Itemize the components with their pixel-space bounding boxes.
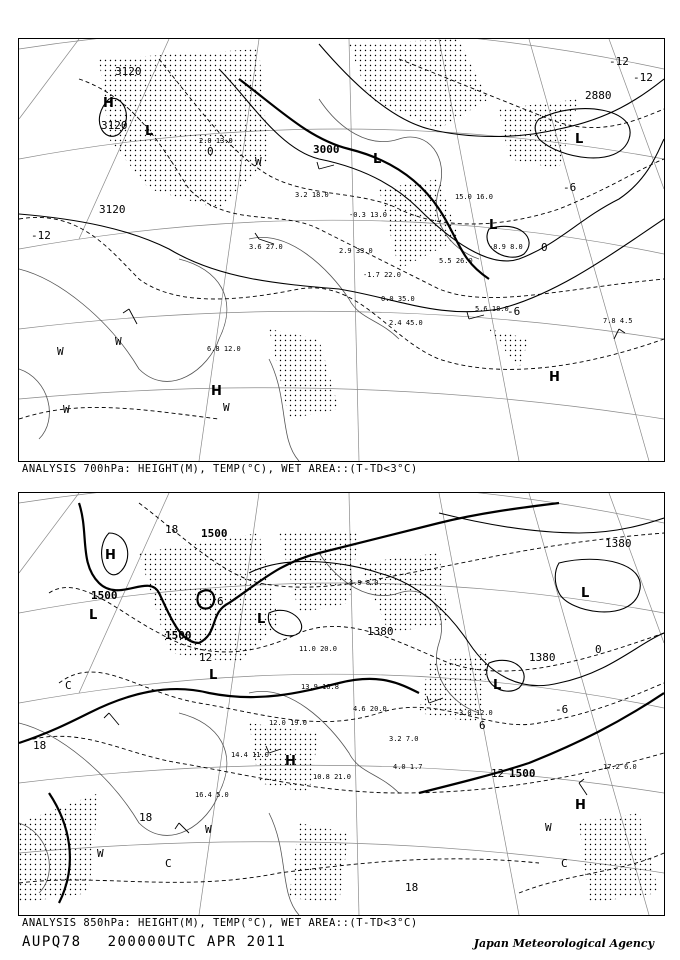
map-850hpa-canvas — [19, 493, 664, 915]
height-label: 3120 — [101, 119, 128, 132]
station-value: 2.9 33.0 — [339, 247, 373, 255]
height-label: 1380 — [605, 537, 632, 550]
warm-center: W — [255, 155, 262, 168]
panel-700hpa-caption: ANALYSIS 700hPa: HEIGHT(M), TEMP(°C), WET AREA::(T-TD<3°C) — [22, 463, 418, 475]
height-label: 3120 — [115, 65, 142, 78]
station-value: 11.0 20.0 — [299, 645, 337, 653]
height-label: 1500 — [91, 589, 118, 602]
station-value: 5.5 26.0 — [439, 257, 473, 265]
station-value: 17.2 6.0 — [603, 763, 637, 771]
temp-label: -6 — [563, 181, 577, 194]
height-label: 2880 — [585, 89, 612, 102]
station-value: 3.2 7.0 — [389, 735, 419, 743]
map-700hpa-canvas — [19, 39, 664, 461]
station-value: -8.9 8.0 — [489, 243, 523, 251]
chart-id: AUPQ78 — [22, 934, 82, 950]
map-panel-850hpa — [18, 492, 665, 916]
station-value: 15.0 16.0 — [455, 193, 493, 201]
temp-label: 6 — [217, 595, 224, 608]
station-value: 16.4 5.0 — [195, 791, 229, 799]
wet-area-shading — [99, 39, 579, 419]
station-value: -1.7 22.0 — [363, 271, 401, 279]
temp-label: 12 — [199, 651, 213, 664]
valid-time: 200000UTC APR 2011 — [107, 934, 287, 950]
temp-label: -6 — [507, 305, 521, 318]
temp-label: -12 — [609, 55, 629, 68]
temp-label: 0 — [207, 145, 214, 158]
wind-barbs — [104, 696, 587, 833]
warm-center: W — [57, 345, 64, 358]
temp-label: 18 — [165, 523, 179, 536]
station-value: 3.2 18.0 — [295, 191, 329, 199]
station-value: 2.0 13.0 — [199, 137, 233, 145]
low-center: L — [489, 218, 498, 233]
height-label: 1380 — [529, 651, 556, 664]
high-center: H — [285, 754, 296, 769]
low-center: L — [373, 152, 382, 167]
height-label: 3120 — [99, 203, 126, 216]
temp-label: -12 — [31, 229, 51, 242]
station-value: 3.0 12.0 — [459, 709, 493, 717]
temp-label: 0 — [541, 241, 548, 254]
high-center: H — [105, 548, 116, 563]
station-value: 4.0 1.7 — [393, 763, 423, 771]
high-center: H — [575, 798, 586, 813]
high-center: H — [103, 96, 114, 111]
station-value: 12.0 19.0 — [269, 719, 307, 727]
warm-center: W — [205, 823, 212, 836]
warm-center: W — [223, 401, 230, 414]
station-value: 2.4 45.0 — [389, 319, 423, 327]
chart-footer — [22, 934, 286, 950]
agency-name: Japan Meteorological Agency — [473, 937, 654, 950]
station-value: 7.8 4.5 — [603, 317, 633, 325]
low-center: L — [145, 124, 154, 139]
temp-label: C — [165, 857, 172, 870]
low-center: L — [493, 678, 502, 693]
station-value: 4.6 20.0 — [353, 705, 387, 713]
temp-label: 18 — [33, 739, 47, 752]
warm-center: W — [97, 847, 104, 860]
low-center: L — [209, 668, 218, 683]
low-center: L — [89, 608, 98, 623]
warm-center: W — [545, 821, 552, 834]
temp-label: C — [65, 679, 72, 692]
temp-label: 12 — [491, 767, 505, 780]
station-value: 0.0 35.0 — [381, 295, 415, 303]
warm-center: W — [63, 403, 70, 416]
temp-label: -6 — [555, 703, 569, 716]
height-label: 1380 — [367, 625, 394, 638]
station-value: 4.9 8.0 — [349, 579, 379, 587]
station-value: 6.8 12.0 — [207, 345, 241, 353]
height-label: 1500 — [509, 767, 536, 780]
temp-label: 0 — [595, 643, 602, 656]
station-value: 13.9 16.8 — [301, 683, 339, 691]
station-value: 14.4 11.0 — [231, 751, 269, 759]
temp-label: -12 — [633, 71, 653, 84]
height-label: 3000 — [313, 143, 340, 156]
temp-label: 6 — [479, 719, 486, 732]
low-center: L — [575, 132, 584, 147]
station-value: 5.6 18.0 — [475, 305, 509, 313]
low-center: L — [257, 612, 266, 627]
panel-850hpa-caption: ANALYSIS 850hPa: HEIGHT(M), TEMP(°C), WET AREA::(T-TD<3°C) — [22, 917, 418, 929]
station-value: 3.6 27.0 — [249, 243, 283, 251]
high-center: H — [211, 384, 222, 399]
high-center: H — [549, 370, 560, 385]
height-label: 1500 — [201, 527, 228, 540]
low-center: L — [581, 586, 590, 601]
warm-center: W — [115, 335, 122, 348]
map-panel-700hpa — [18, 38, 665, 462]
height-label: 1500 — [165, 629, 192, 642]
temp-label: 18 — [139, 811, 153, 824]
station-value: -0.3 13.0 — [349, 211, 387, 219]
station-value: 10.8 21.0 — [313, 773, 351, 781]
temp-label: 18 — [405, 881, 419, 894]
temp-label: C — [561, 857, 568, 870]
